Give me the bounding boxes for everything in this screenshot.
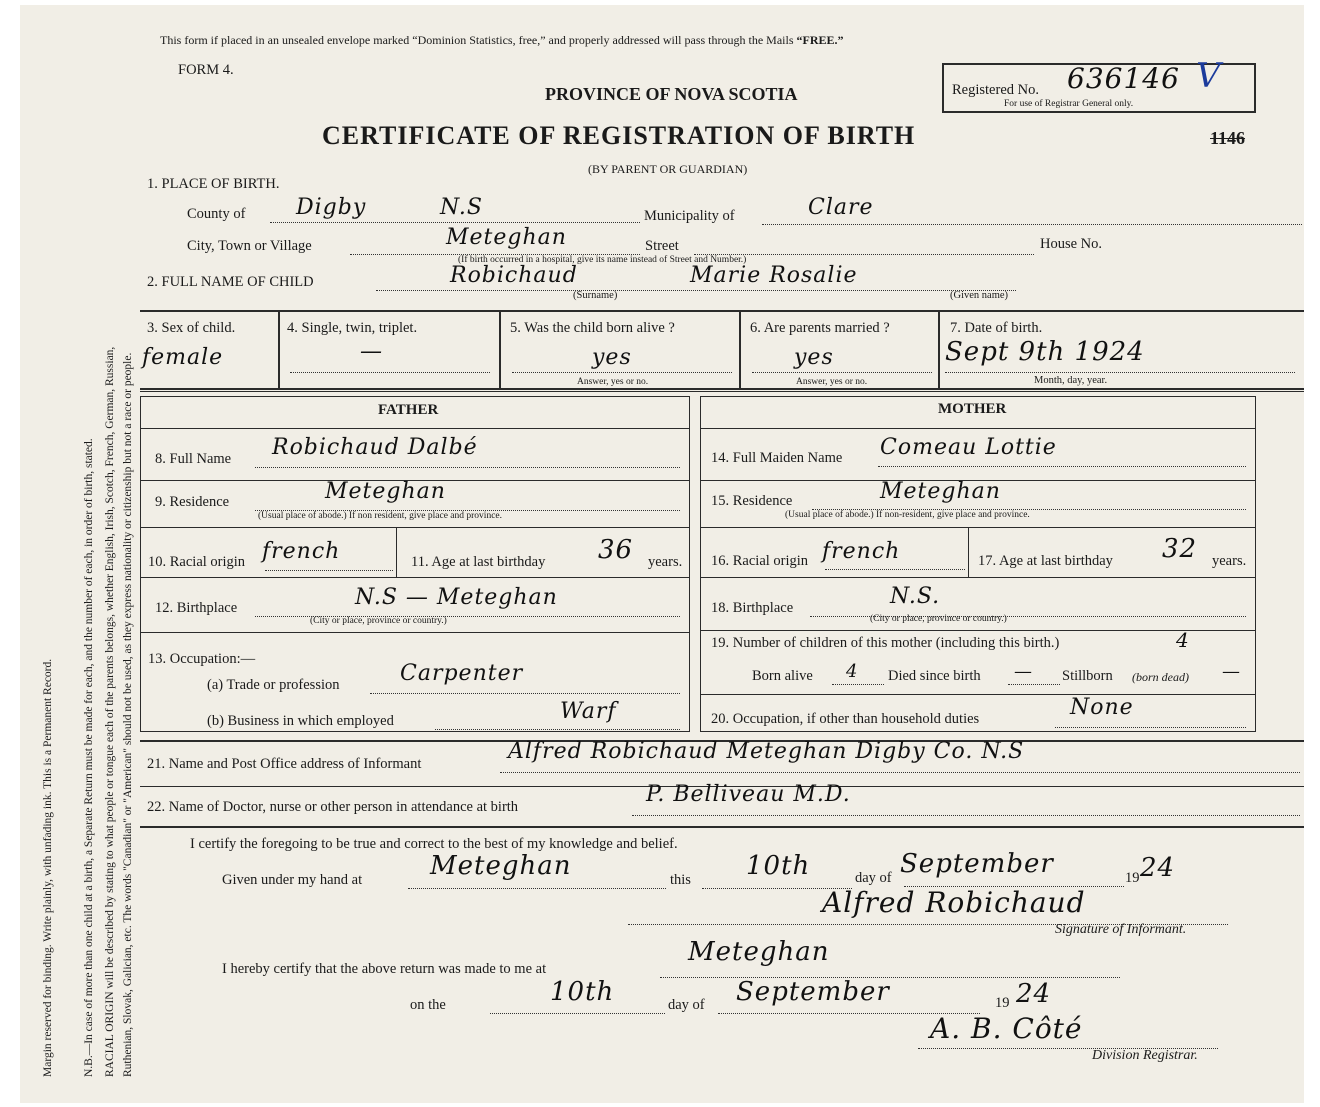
certify-statement: I certify the foregoing to be true and correct to the best of my knowledge and belief.	[190, 836, 678, 852]
mother-birthplace-note: (City or place, province or country.)	[870, 614, 1007, 624]
sex-label: 3. Sex of child.	[147, 320, 236, 336]
father-name-value: Robichaud Dalbé	[272, 435, 478, 460]
mother-birthplace-value: N.S.	[890, 584, 941, 609]
margin-note-1: Margin reserved for binding. Write plainly, with unfading ink. This is a Permanent Record.	[42, 658, 54, 1077]
return-place-value: Meteghan	[688, 937, 830, 967]
mother-heading: MOTHER	[938, 401, 1007, 417]
day-of-label: day of	[855, 870, 892, 886]
year2-prefix: 19	[995, 995, 1010, 1011]
document-title: CERTIFICATE OF REGISTRATION OF BIRTH	[322, 121, 916, 150]
died-value: —	[1014, 661, 1033, 682]
child-name-line	[376, 290, 1016, 291]
margin-note-2: N.B.—In case of more than one child at a birth, a Separate Return must be made for each, and the number of each, in order of birth, stated.	[83, 438, 95, 1077]
died-line	[1008, 684, 1060, 685]
rule	[140, 632, 690, 633]
registrar-caption: Division Registrar.	[1092, 1048, 1198, 1063]
registrar-signature: A. B. Côté	[930, 1012, 1083, 1045]
month2-value: September	[736, 977, 890, 1007]
father-years: years.	[648, 554, 683, 570]
signature-caption: Signature of Informant.	[1055, 922, 1187, 937]
rule	[140, 388, 1304, 390]
mother-age-label: 17. Age at last birthday	[978, 553, 1113, 569]
rule	[700, 694, 1256, 695]
business-line	[435, 729, 680, 730]
mother-residence-note: (Usual place of abode.) If non-resident, give place and province.	[785, 510, 1030, 520]
given-place-value: Meteghan	[430, 851, 572, 881]
informant-signature: Alfred Robichaud	[822, 886, 1086, 919]
rule	[739, 310, 741, 388]
doctor-label: 22. Name of Doctor, nurse or other person in attendance at birth	[147, 799, 519, 815]
father-residence-note: (Usual place of abode.) If non resident, give place and province.	[258, 511, 502, 521]
registered-label: Registered No.	[952, 82, 1039, 98]
born-alive-line	[832, 684, 884, 685]
rule	[140, 310, 1304, 312]
father-residence-label: 9. Residence	[155, 494, 230, 510]
informant-label: 21. Name and Post Office address of Informant	[147, 756, 422, 772]
check-mark: V	[1196, 56, 1222, 96]
rule	[700, 630, 1256, 631]
married-answer-note: Answer, yes or no.	[796, 377, 868, 387]
business-value: Warf	[560, 699, 617, 724]
married-line	[752, 372, 932, 373]
dob-line	[945, 372, 1295, 373]
alive-label: 5. Was the child born alive ?	[510, 320, 675, 336]
father-age-label: 11. Age at last birthday	[411, 554, 546, 570]
old-number: 1146	[1210, 128, 1246, 148]
children-label: 19. Number of children of this mother (including this birth.)	[711, 635, 1060, 651]
day-of-label-2: day of	[668, 997, 705, 1013]
father-heading: FATHER	[378, 402, 439, 418]
mother-residence-label: 15. Residence	[711, 493, 793, 509]
informant-value: Alfred Robichaud Meteghan Digby Co. N.S	[508, 739, 1025, 764]
surname-note: (Surname)	[573, 290, 618, 301]
rule	[938, 310, 940, 388]
county-line	[270, 222, 640, 223]
margin-note-3: RACIAL ORIGIN will be described by stating to what people or tongue each of the parents belongs, whether English, Irish, Scotch, French, German, Russian,	[104, 346, 116, 1077]
street-label: Street	[645, 238, 679, 254]
on-the-line	[490, 1013, 665, 1014]
dob-note: Month, day, year.	[1034, 375, 1108, 386]
return-label: I hereby certify that the above return was made to me at	[222, 961, 547, 977]
punch-hole	[0, 940, 12, 966]
place-label: 1. PLACE OF BIRTH.	[147, 176, 280, 192]
father-birthplace-value: N.S — Meteghan	[355, 585, 558, 610]
rule	[140, 391, 1304, 392]
plurality-value: —	[360, 339, 383, 364]
father-name-label: 8. Full Name	[155, 451, 232, 467]
rule	[396, 527, 397, 577]
city-label: City, Town or Village	[187, 238, 312, 254]
mother-race-label: 16. Racial origin	[711, 553, 809, 569]
city-value: Meteghan	[446, 225, 567, 250]
father-race-line	[265, 570, 393, 571]
rule	[700, 527, 1256, 528]
rule	[278, 310, 280, 388]
mother-residence-value: Meteghan	[880, 479, 1001, 504]
dob-value: Sept 9th 1924	[945, 337, 1145, 367]
municipality-label: Municipality of	[644, 208, 735, 224]
alive-line	[512, 372, 732, 373]
county-value: Digby	[296, 195, 367, 220]
mother-name-line	[878, 466, 1246, 467]
doctor-value: P. Belliveau M.D.	[646, 782, 851, 807]
rule	[140, 577, 690, 578]
doctor-line	[632, 815, 1300, 816]
rule	[499, 310, 501, 388]
rule	[140, 826, 1304, 828]
rule	[700, 577, 1256, 578]
mother-occupation-value: None	[1070, 695, 1134, 720]
mother-years: years.	[1212, 553, 1247, 569]
child-given-name: Marie Rosalie	[690, 263, 858, 288]
trade-line	[370, 693, 680, 694]
plurality-label: 4. Single, twin, triplet.	[287, 320, 418, 336]
died-label: Died since birth	[888, 668, 981, 684]
county-province: N.S	[440, 195, 483, 220]
father-age-value: 36	[598, 535, 634, 565]
month-value: September	[900, 849, 1054, 879]
business-label: (b) Business in which employed	[207, 713, 394, 729]
on-the-value: 10th	[550, 977, 615, 1007]
mother-occupation-label: 20. Occupation, if other than household duties	[711, 711, 980, 727]
county-label: County of	[187, 206, 246, 222]
children-value: 4	[1176, 628, 1190, 652]
rule	[140, 428, 690, 429]
mother-race-value: french	[822, 539, 901, 564]
registered-number: 636146	[1067, 62, 1180, 95]
father-race-value: french	[262, 539, 341, 564]
margin-instructions	[42, 20, 138, 1100]
given-name-note: (Given name)	[950, 290, 1009, 301]
father-race-label: 10. Racial origin	[148, 554, 246, 570]
stillborn-note: (born dead)	[1132, 670, 1189, 684]
stillborn-label: Stillborn	[1062, 668, 1113, 684]
mother-race-line	[825, 569, 965, 570]
plurality-line	[290, 372, 490, 373]
dob-label: 7. Date of birth.	[950, 320, 1043, 336]
child-name-label: 2. FULL NAME OF CHILD	[147, 274, 314, 290]
this-label: this	[670, 872, 691, 888]
house-label: House No.	[1040, 236, 1103, 252]
born-alive-value: 4	[846, 661, 859, 682]
given-label: Given under my hand at	[222, 872, 363, 888]
married-label: 6. Are parents married ?	[750, 320, 890, 336]
municipality-line	[762, 224, 1302, 225]
province-heading: PROVINCE OF NOVA SCOTIA	[545, 84, 798, 104]
mail-notice: This form if placed in an unsealed envelope marked “Dominion Statistics, free,” and properly addressed will pass through the Mails “FREE.”	[160, 33, 844, 47]
document-subtitle: (BY PARENT OR GUARDIAN)	[588, 162, 748, 176]
stillborn-value: —	[1222, 661, 1241, 682]
binding-holes	[0, 0, 20, 1107]
father-name-line	[255, 467, 680, 468]
rule	[140, 527, 690, 528]
registrar-note: For use of Registrar General only.	[1004, 99, 1134, 109]
father-residence-value: Meteghan	[325, 479, 446, 504]
mother-birthplace-label: 18. Birthplace	[711, 600, 794, 616]
informant-line	[500, 772, 1300, 773]
form-number: FORM 4.	[178, 62, 234, 78]
trade-value: Carpenter	[400, 661, 524, 686]
mother-name-label: 14. Full Maiden Name	[711, 450, 843, 466]
married-value: yes	[794, 345, 834, 370]
this-value: 10th	[746, 851, 811, 881]
year2-value: 24	[1016, 979, 1052, 1009]
mother-occupation-line	[1055, 727, 1246, 728]
given-place-line	[408, 888, 666, 889]
mother-name-value: Comeau Lottie	[880, 435, 1057, 460]
municipality-value: Clare	[808, 195, 874, 220]
alive-value: yes	[592, 345, 632, 370]
rule	[700, 428, 1256, 429]
hospital-note: (If birth occurred in a hospital, give its name instead of Street and Number.)	[458, 255, 747, 265]
punch-hole	[0, 560, 12, 586]
punch-hole	[0, 218, 12, 244]
return-place-line	[660, 977, 1120, 978]
born-alive-label: Born alive	[752, 668, 813, 684]
year-value: 24	[1140, 853, 1176, 883]
on-the-label: on the	[410, 997, 446, 1013]
mother-age-value: 32	[1162, 534, 1198, 564]
child-surname: Robichaud	[450, 263, 578, 288]
occupation-label: 13. Occupation:—	[148, 651, 256, 667]
rule	[968, 527, 969, 577]
sex-value: female	[142, 345, 224, 370]
trade-label: (a) Trade or profession	[207, 677, 340, 693]
alive-answer-note: Answer, yes or no.	[577, 377, 649, 387]
father-birthplace-label: 12. Birthplace	[155, 600, 238, 616]
margin-note-4: Ruthenian, Slovak, Galician, etc. The words "Canadian" or "American" should not be used, as they express nationality or citizenship but not a race or people.	[122, 352, 134, 1077]
father-birthplace-note: (City or place, province or country.)	[310, 616, 447, 626]
year-prefix: 19	[1125, 870, 1140, 886]
